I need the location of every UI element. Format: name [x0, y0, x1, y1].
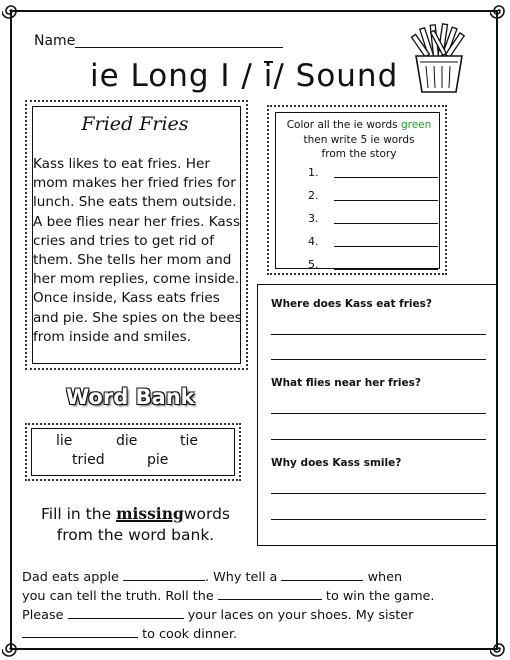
- answer-line[interactable]: [271, 439, 486, 440]
- answer-line[interactable]: [271, 359, 486, 360]
- corner-swirl-icon: [490, 640, 508, 658]
- questions-box: [257, 284, 497, 546]
- cloze-blank[interactable]: [218, 587, 322, 600]
- answer-line[interactable]: [334, 223, 438, 224]
- french-fries-icon: [410, 22, 468, 94]
- cloze-paragraph: [22, 568, 490, 644]
- answer-line[interactable]: [334, 246, 438, 247]
- fill-before: Fill in the: [40, 505, 112, 523]
- color-task-instruction: [284, 118, 434, 162]
- word-bank-word: lie: [56, 433, 73, 449]
- list-item-number: 2.: [308, 189, 319, 202]
- list-item-number: 3.: [308, 212, 319, 225]
- cloze-blank[interactable]: [22, 625, 138, 638]
- list-item-number: 5.: [308, 258, 319, 271]
- word-bank-word: tried: [72, 452, 105, 468]
- question-text: Where does Kass eat fries?: [271, 298, 432, 310]
- missing-word: missing: [116, 504, 184, 523]
- answer-line[interactable]: [271, 334, 486, 335]
- answer-line[interactable]: [271, 519, 486, 520]
- answer-line[interactable]: [271, 413, 486, 414]
- word-bank-title: Word Bank: [66, 385, 195, 409]
- instruction-line3: from the story: [321, 148, 397, 160]
- story-text: Kass likes to eat fries. Her mom makes her fried fries for lunch. She eats them outside. A bee flies near her fries. Kass cries and tries to get rid of them. She tells her mom and her mom replies, come inside. Once inside, Kass eats fries and pie. She spies on the bees from inside and smiles.: [33, 156, 242, 345]
- word-bank-word: pie: [147, 452, 169, 468]
- fill-in-instruction: [28, 503, 243, 546]
- story-title: Fried Fries: [81, 113, 189, 135]
- fill-after: words: [183, 505, 230, 523]
- word-bank-word: die: [116, 433, 138, 449]
- instruction-line2: then write 5 ie words: [303, 133, 415, 146]
- word-bank-word: tie: [180, 433, 198, 449]
- corner-swirl-icon: [490, 2, 508, 20]
- answer-line[interactable]: [334, 177, 438, 178]
- cloze-text: when: [367, 570, 403, 585]
- answer-line[interactable]: [334, 200, 438, 201]
- instruction-line1: Color all the ie words: [286, 119, 398, 131]
- question-text: What flies near her fries?: [271, 377, 421, 389]
- answer-line[interactable]: [271, 493, 486, 494]
- page-title: [90, 58, 398, 94]
- cloze-text: Dad eats apple: [22, 570, 119, 585]
- title-suffix: / Sound: [273, 58, 399, 94]
- fill-line2: from the word bank.: [56, 526, 215, 544]
- cloze-blank[interactable]: [68, 606, 184, 619]
- cloze-blank[interactable]: [123, 568, 205, 581]
- list-item-number: 4.: [308, 235, 319, 248]
- answer-line[interactable]: [334, 269, 438, 270]
- title-prefix: ie Long I /: [90, 58, 264, 94]
- green-word: green: [400, 119, 432, 131]
- cloze-text: your laces on your shoes. My sister: [187, 608, 414, 623]
- cloze-text: Please: [22, 608, 64, 623]
- cloze-text: to cook dinner.: [142, 627, 238, 642]
- corner-swirl-icon: [2, 640, 20, 658]
- title-long-i: i: [263, 58, 274, 94]
- question-text: Why does Kass smile?: [271, 457, 402, 469]
- name-input-line[interactable]: [75, 47, 283, 48]
- cloze-blank[interactable]: [281, 568, 363, 581]
- list-item-number: 1.: [308, 166, 319, 179]
- corner-swirl-icon: [2, 2, 20, 20]
- cloze-text: to win the game.: [325, 589, 435, 604]
- name-label: Name: [34, 33, 76, 49]
- cloze-text: . Why tell a: [204, 570, 278, 585]
- cloze-text: you can tell the truth. Roll the: [22, 589, 214, 604]
